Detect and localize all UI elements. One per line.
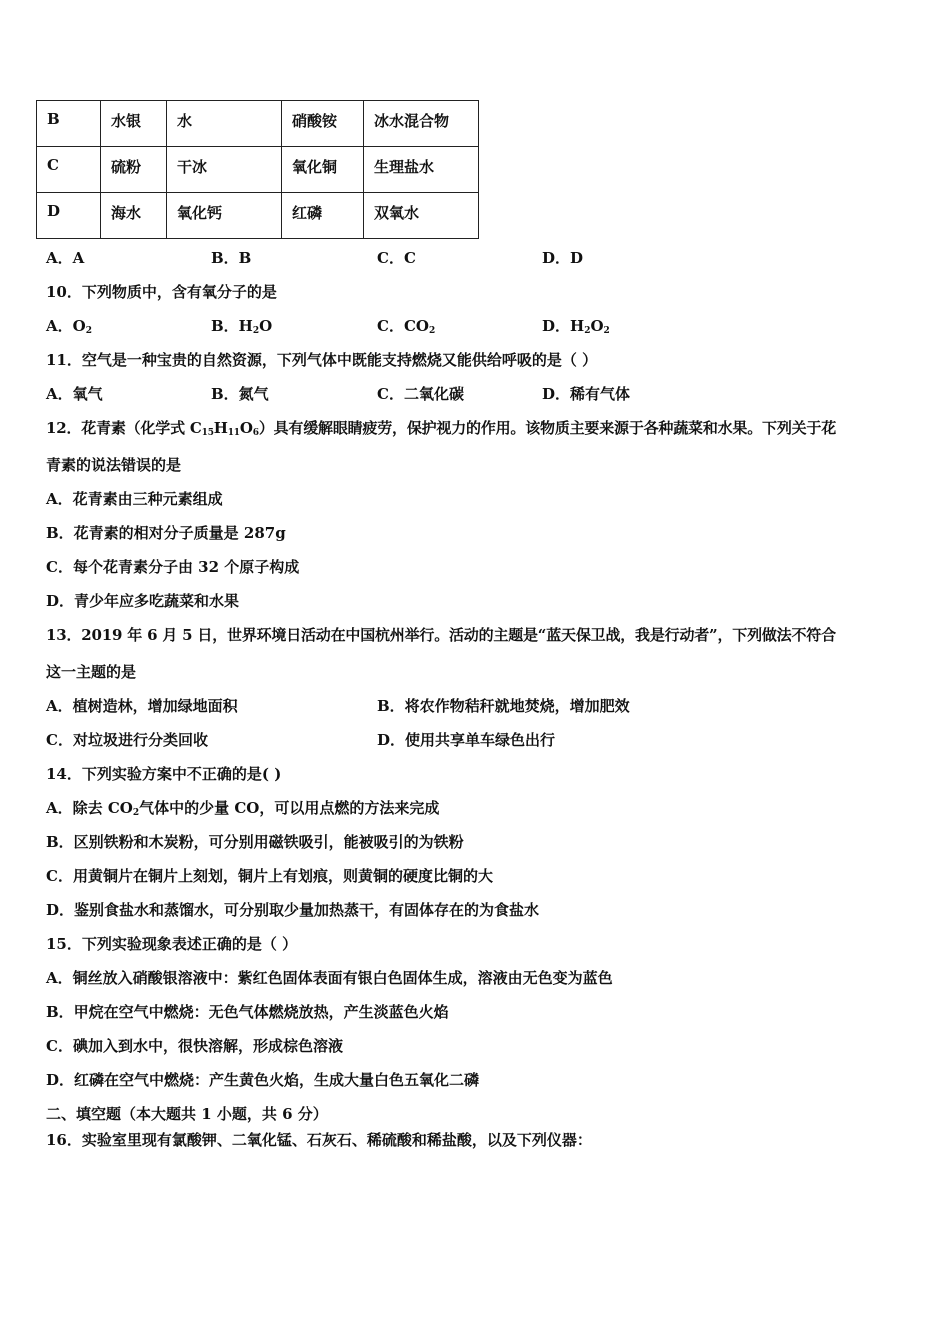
table-cell: 海水 [101, 193, 167, 239]
q11-stem: 11．空气是一种宝贵的自然资源，下列气体中既能支持燃烧又能供给呼吸的是（ ） [46, 351, 598, 369]
table-cell: 生理盐水 [364, 147, 479, 193]
q12-option-d: D．青少年应多吃蔬菜和水果 [46, 592, 240, 610]
q12-option-a: A．花青素由三种元素组成 [46, 490, 223, 508]
q12-option-b: B．花青素的相对分子质量是 287g [46, 524, 286, 542]
table-cell: 红磷 [282, 193, 364, 239]
q15-option-a: A．铜丝放入硝酸银溶液中：紫红色固体表面有银白色固体生成，溶液由无色变为蓝色 [46, 969, 613, 987]
q13-stem-cont: 这一主题的是 [46, 663, 137, 681]
q11-option-c: C．二氧化碳 [377, 385, 464, 403]
q11-option-a: A．氧气 [46, 385, 103, 403]
row-label: B [37, 101, 101, 147]
q9-option-d: D．D [542, 249, 584, 267]
q14-option-b: B．区别铁粉和木炭粉，可分别用磁铁吸引，能被吸引的为铁粉 [46, 833, 464, 851]
table-cell: 干冰 [167, 147, 282, 193]
q15-option-b: B．甲烷在空气中燃烧：无色气体燃烧放热，产生淡蓝色火焰 [46, 1003, 449, 1021]
q15-option-c: C．碘加入到水中，很快溶解，形成棕色溶液 [46, 1037, 343, 1055]
row-label: C [37, 147, 101, 193]
q16-stem: 16．实验室里现有氯酸钾、二氧化锰、石灰石、稀硫酸和稀盐酸，以及下列仪器： [46, 1131, 592, 1149]
table-row [37, 193, 479, 239]
q9-option-b: B．B [211, 249, 252, 267]
table-cell: 水银 [101, 101, 167, 147]
q14-option-d: D．鉴别食盐水和蒸馏水，可分别取少量加热蒸干，有固体存在的为食盐水 [46, 901, 540, 919]
table-cell: 硫粉 [101, 147, 167, 193]
q9-option-a: A．A [46, 249, 85, 267]
row-label: D [37, 193, 101, 239]
q13-option-a: A．植树造林，增加绿地面积 [46, 697, 238, 715]
q10-stem: 10．下列物质中，含有氧分子的是 [46, 283, 277, 301]
q12-stem: 12．花青素（化学式 $C_{15}H_{11}O_6$）具有缓解眼睛疲劳，保护视力的作用。该物质主要来源于各种蔬菜和水果。下列关于花 [46, 419, 837, 438]
q12-option-c: C．每个花青素分子由 32 个原子构成 [46, 558, 300, 576]
q15-option-d: D．红磷在空气中燃烧：产生黄色火焰，生成大量白色五氧化二磷 [46, 1071, 480, 1089]
q13-stem: 13．2019 年 6 月 5 日，世界环境日活动在中国杭州举行。活动的主题是“蓝天保卫战，我是行动者”，下列做法不符合 [46, 626, 836, 644]
table-row [37, 147, 479, 193]
q12-stem-cont: 青素的说法错误的是 [46, 456, 182, 474]
table-cell: 双氧水 [364, 193, 479, 239]
q13-option-d: D．使用共享单车绿色出行 [377, 731, 556, 749]
q13-option-c: C．对垃圾进行分类回收 [46, 731, 208, 749]
q13-option-b: B．将农作物秸秆就地焚烧，增加肥效 [377, 697, 630, 715]
q10-option-d: D．$H_2O_2$ [542, 317, 610, 336]
q10-option-c: C．$CO_2$ [377, 317, 436, 336]
q14-stem: 14．下列实验方案中不正确的是( ) [46, 765, 282, 783]
q14-option-a: A．除去 $CO_2$气体中的少量 CO，可以用点燃的方法来完成 [46, 799, 440, 818]
table-cell: 氧化铜 [282, 147, 364, 193]
q15-stem: 15．下列实验现象表述正确的是（ ） [46, 935, 298, 953]
table-cell: 冰水混合物 [364, 101, 479, 147]
q10-option-a: A．$O_2$ [46, 317, 92, 336]
section-heading: 二、填空题（本大题共 1 小题，共 6 分） [46, 1105, 328, 1123]
q11-option-b: B．氮气 [211, 385, 269, 403]
table-cell: 水 [167, 101, 282, 147]
q11-option-d: D．稀有气体 [542, 385, 631, 403]
q9-option-c: C．C [377, 249, 416, 267]
table-row [37, 101, 479, 147]
q14-option-c: C．用黄铜片在铜片上刻划，铜片上有划痕，则黄铜的硬度比铜的大 [46, 867, 493, 885]
q10-option-b: B．$H_2O$ [211, 317, 273, 336]
table-cell: 硝酸铵 [282, 101, 364, 147]
table-cell: 氧化钙 [167, 193, 282, 239]
answer-table [36, 100, 479, 239]
